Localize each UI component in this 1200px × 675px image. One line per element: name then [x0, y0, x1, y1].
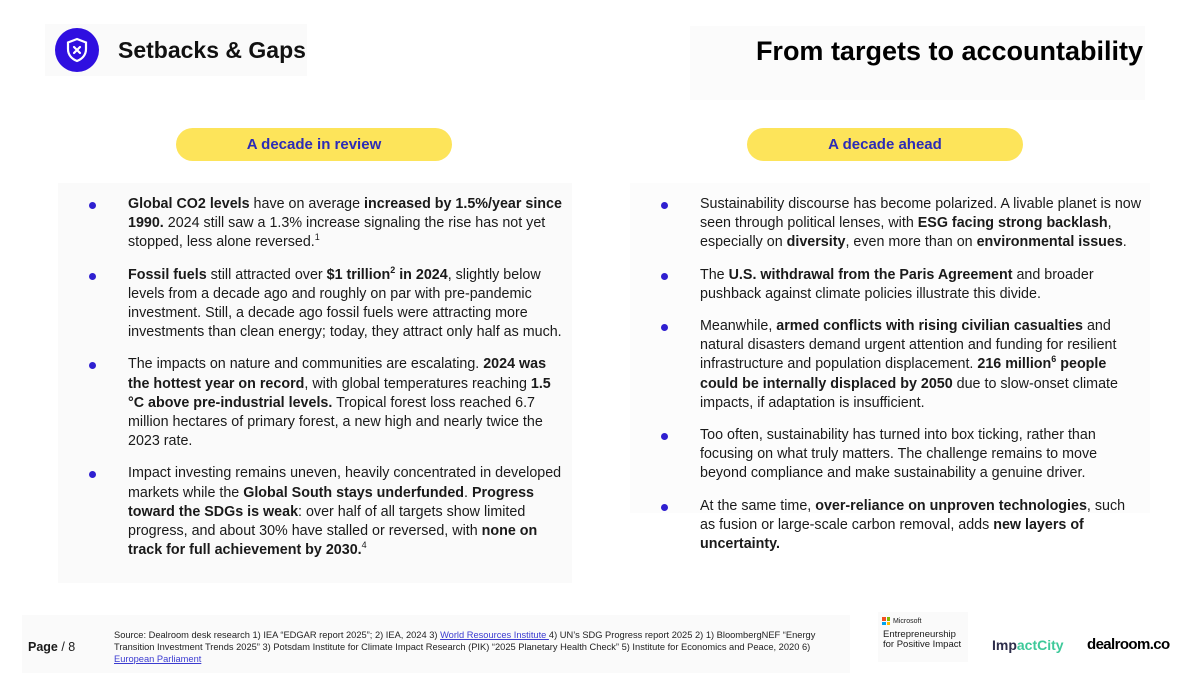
text: and broader pushback against climate policies illustrate this divide. [700, 266, 1094, 302]
bullet-item [58, 464, 572, 560]
bold-text: none on track for full achievement by 2030. [128, 523, 538, 559]
bold-text: environmental issues [976, 234, 1123, 251]
source-note [114, 629, 834, 665]
text: . [464, 484, 472, 501]
bold-text: new layers of uncertainty. [700, 516, 1084, 553]
text: Tropical forest loss reached 6.7 million hectares of primary forest, a new high and nearly twice the 2023 rate. [128, 394, 543, 450]
review-list [58, 183, 572, 583]
impactcity-logo-a: Imp [992, 637, 1017, 653]
bullet-item [630, 317, 1150, 413]
text: . [1122, 234, 1127, 251]
bold-text: U.S. withdrawal from the Paris Agreement [728, 266, 1013, 283]
bullet-dot-icon [661, 433, 668, 440]
text: , with global temperatures reaching [304, 375, 531, 392]
page-count: / 8 [57, 640, 76, 654]
bold-text: Global CO2 levels [128, 196, 250, 212]
source-text: 4) UN’s SDG Progress report 2025 2) 1) BloombergNEF “Energy Transition Investment Trends 2025” 3) Potsdam Institute for Climate Impact Research (PIK) “2025 Planetary Health Check” 5) Institute for Economics and Peace, 2020 6) [114, 630, 816, 652]
bold-text: Fossil fuels [128, 266, 207, 283]
text: due to slow-onset climate impacts, if adaptation is insufficient. [700, 375, 1118, 411]
section-title: Setbacks & Gaps [118, 36, 306, 63]
text: , especially on [700, 215, 1112, 251]
dealroom-logo: dealroom.co [1087, 636, 1170, 653]
bullet-item [630, 195, 1150, 253]
microsoft-grid-icon [882, 617, 890, 625]
ahead-list [630, 183, 1150, 553]
decade-ahead-pill: A decade ahead [747, 128, 1023, 161]
bold-text: $1 trillion [326, 266, 391, 283]
text: still attracted over [206, 266, 327, 283]
text: have on average [249, 196, 365, 212]
source-link[interactable]: World Resources Institute [440, 630, 549, 640]
text: Meanwhile, [700, 318, 777, 335]
text: , such as fusion or large-scale carbon removal, adds [700, 497, 1126, 533]
text: Impact investing remains uneven, heavily concentrated in developed markets while the [128, 465, 562, 501]
bullet-dot-icon [661, 202, 668, 209]
source-link[interactable]: European Parliament [114, 654, 202, 664]
bold-text: ESG facing strong backlash [917, 215, 1108, 232]
shield-x-icon [55, 28, 99, 72]
bullet-item [630, 426, 1150, 484]
page-indicator [28, 640, 75, 654]
microsoft-logo [878, 612, 968, 662]
microsoft-label: Microsoft [893, 617, 922, 625]
bold-text: over-reliance on unproven technologies [815, 497, 1087, 514]
bold-text: in 2024 [395, 266, 448, 283]
text: , slightly below levels from a decade ago and roughly on par with pre-pandemic investment. Still, a decade ago fossil fuels were attracting more investments than clean energy; today, they attract only half as much. [128, 266, 562, 341]
bullet-dot-icon [89, 273, 96, 280]
page-title-area [690, 26, 1145, 100]
bold-text: Global South stays underfunded [243, 484, 465, 501]
text: , even more than on [845, 234, 977, 251]
text: 2024 still saw a 1.3% increase signaling the rise has not yet stopped, less alone reversed. [128, 215, 546, 251]
bullet-item [630, 266, 1150, 304]
footnote-ref: 4 [361, 540, 367, 551]
footnote-ref: 2 [390, 264, 396, 275]
footnote-ref: 6 [1051, 354, 1057, 365]
page-title: From targets to accountability [755, 36, 1143, 66]
bold-text: 216 million [977, 356, 1052, 373]
bold-text: people could be internally displaced by 2050 [700, 356, 1107, 392]
text: and natural disasters demand urgent attention and funding for resilient infrastructure and population displacement. [700, 318, 1117, 373]
impactcity-logo [992, 637, 1064, 653]
bullet-item [58, 355, 572, 451]
bold-text: increased by 1.5%/year since 1990. [128, 196, 562, 232]
bold-text: armed conflicts with rising civilian casualties [776, 318, 1083, 335]
footnote-ref: 1 [314, 232, 320, 243]
text: Too often, sustainability has turned into box ticking, rather than focusing on what truly matters. The challenge remains to move beyond compliance and make sustainability a genuine driver. [700, 427, 1098, 482]
impactcity-logo-b: actCity [1016, 637, 1064, 653]
bullet-dot-icon [89, 471, 96, 478]
bold-text: 1.5 °C above pre-industrial levels. [128, 375, 551, 411]
bullet-item [630, 497, 1150, 555]
page-label: Page [28, 640, 58, 654]
bullet-item [58, 195, 572, 253]
bullet-item [58, 266, 572, 343]
bullet-dot-icon [661, 273, 668, 280]
section-header [45, 24, 307, 76]
source-text: Source: Dealroom desk research 1) IEA “EDGAR report 2025”; 2) IEA, 2024 3) [114, 630, 441, 640]
bold-text: 2024 was the hottest year on record [128, 356, 547, 392]
text: At the same time, [700, 497, 816, 514]
microsoft-program: Entrepreneurship for Positive Impact [883, 629, 962, 650]
bullet-dot-icon [89, 202, 96, 209]
text: : over half of all targets show limited progress, and about 30% have stalled or reversed, with [128, 503, 526, 540]
text: The [700, 266, 729, 283]
bold-text: Progress toward the SDGs is weak [128, 484, 534, 520]
bullet-dot-icon [89, 362, 96, 369]
decade-in-review-pill: A decade in review [176, 128, 452, 161]
text: The impacts on nature and communities are escalating. [128, 356, 484, 373]
bullet-dot-icon [661, 324, 668, 331]
bold-text: diversity [786, 234, 846, 251]
text: Sustainability discourse has become polarized. A livable planet is now seen through political lenses, with [700, 196, 1142, 232]
bullet-dot-icon [661, 504, 668, 511]
